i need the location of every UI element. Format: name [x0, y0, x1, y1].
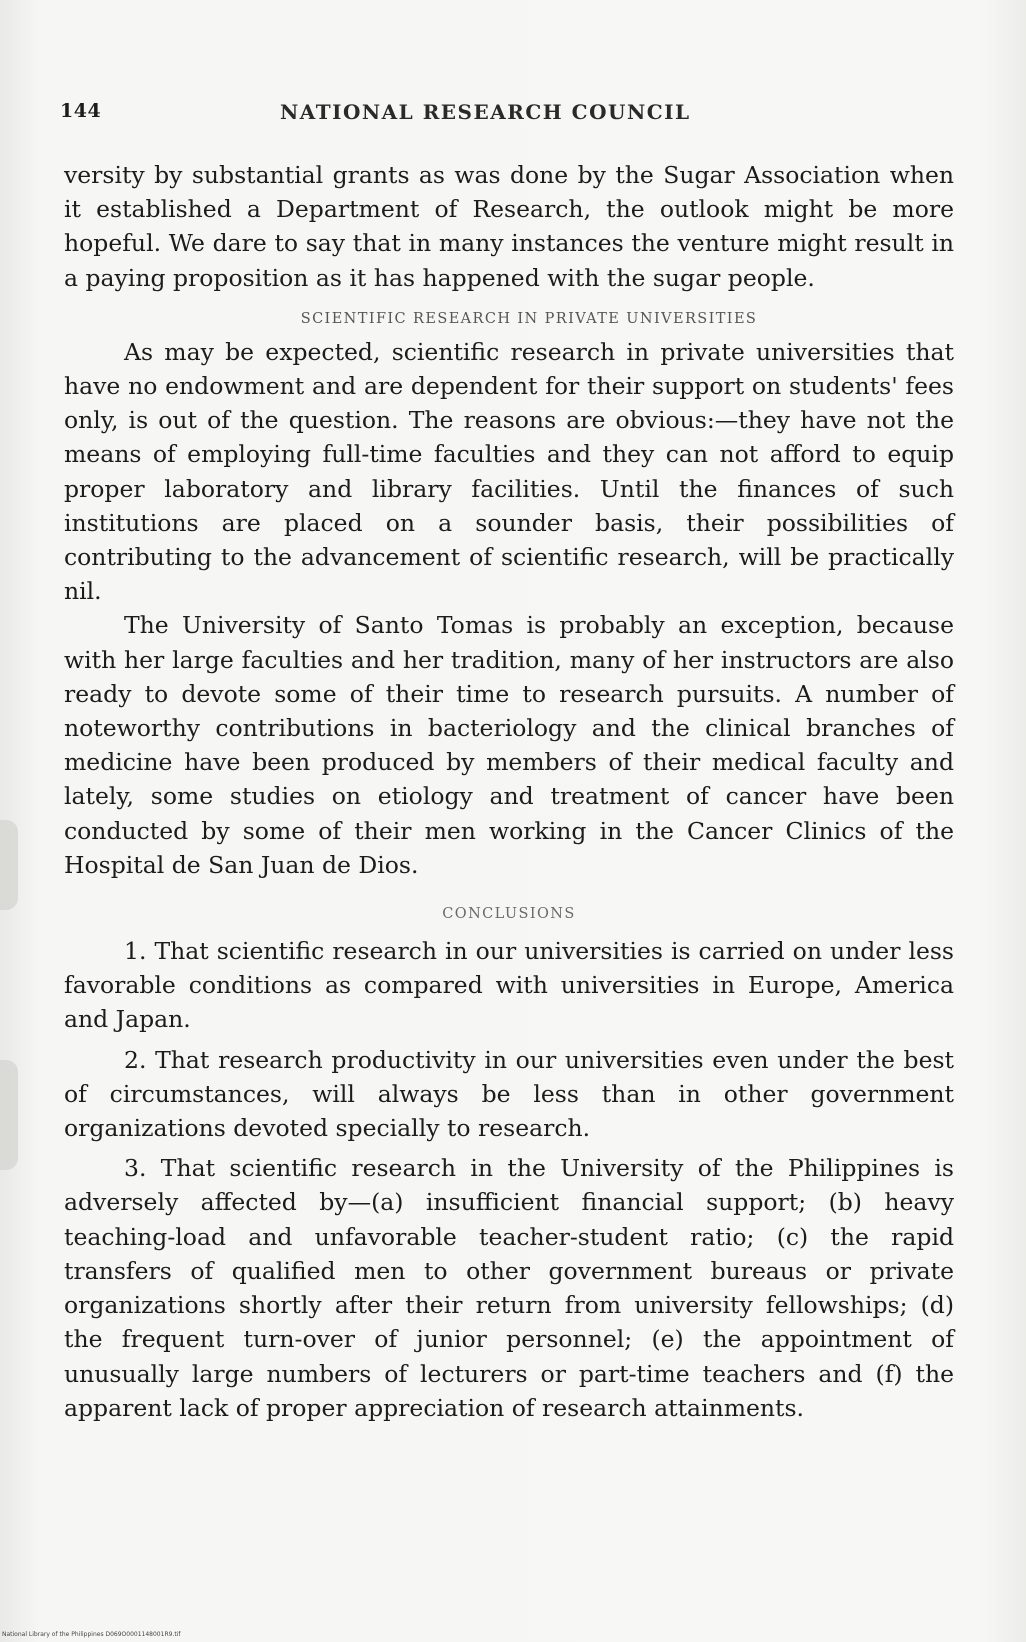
conclusion-item-3: 3. That scientific research in the University of the Philippines is adversely affected by—(a) insufficient financial support; (b) heavy teaching-load and unfavorable teacher-student ratio; (c) the rapid transfers of qualified men to other government bureaus or private organizations shortly after their return from university fellowships; (d) the frequent turn-over of junior personnel; (e) the appointment of unusually large numbers of lecturers or part-time teachers and (f) the apparent lack of proper appreciation of research attainments.: [64, 1154, 954, 1422]
conclusion-item-2: 2. That research productivity in our universities even under the best of circumstances, will always be less than in other government organizations devoted specially to research.: [64, 1045, 954, 1143]
section-heading-private-universities: SCIENTIFIC RESEARCH IN PRIVATE UNIVERSITIES: [300, 310, 758, 327]
paragraph-santo-tomas: The University of Santo Tomas is probably an exception, because with her large faculties and her tradition, many of her instructors are also ready to devote some of their time to research pursuits. A number of noteworthy contributions in bacteriology and the clinical branches of medicine have been produced by members of their medical faculty and lately, some studies on etiology and treatment of cancer have been conducted by some of their men working in the Cancer Clinics of the Hospital de San Juan de Dios.: [64, 611, 954, 879]
conclusion-item-1: 1. That scientific research in our universities is carried on under less favorable conditions as compared with universities in Europe, America and Japan.: [64, 937, 954, 1034]
continuation-paragraph: versity by substantial grants as was done by the Sugar Association when it established a Department of Research, the outlook might be more hopeful. We dare to say that in many instances the venture might result in a paying proposition as it has happened with the sugar people.: [64, 161, 954, 292]
page-edge-shadow: [0, 820, 18, 910]
paragraph-private-universities: As may be expected, scientific research in private universities that have no endowment and are dependent for their support on students' fees only, is out of the question. The reasons are obvious:—they have not the means of employing full-time faculties and they can not afford to equip proper laboratory and library facilities. Until the finances of such institutions are placed on a sounder basis, their possibilities of contributing to the advancement of scientific research, will be practically nil.: [64, 337, 954, 606]
page-number: 144: [60, 100, 102, 122]
body-text: [64, 158, 954, 1425]
page-header: [60, 100, 740, 130]
scan-credit: National Library of the Philippines D069O0001148001R9.tif: [2, 1631, 181, 1638]
running-head: NATIONAL RESEARCH COUNCIL: [280, 100, 691, 124]
page-edge-shadow: [0, 1060, 18, 1170]
section-heading-conclusions: CONCLUSIONS: [442, 906, 576, 923]
